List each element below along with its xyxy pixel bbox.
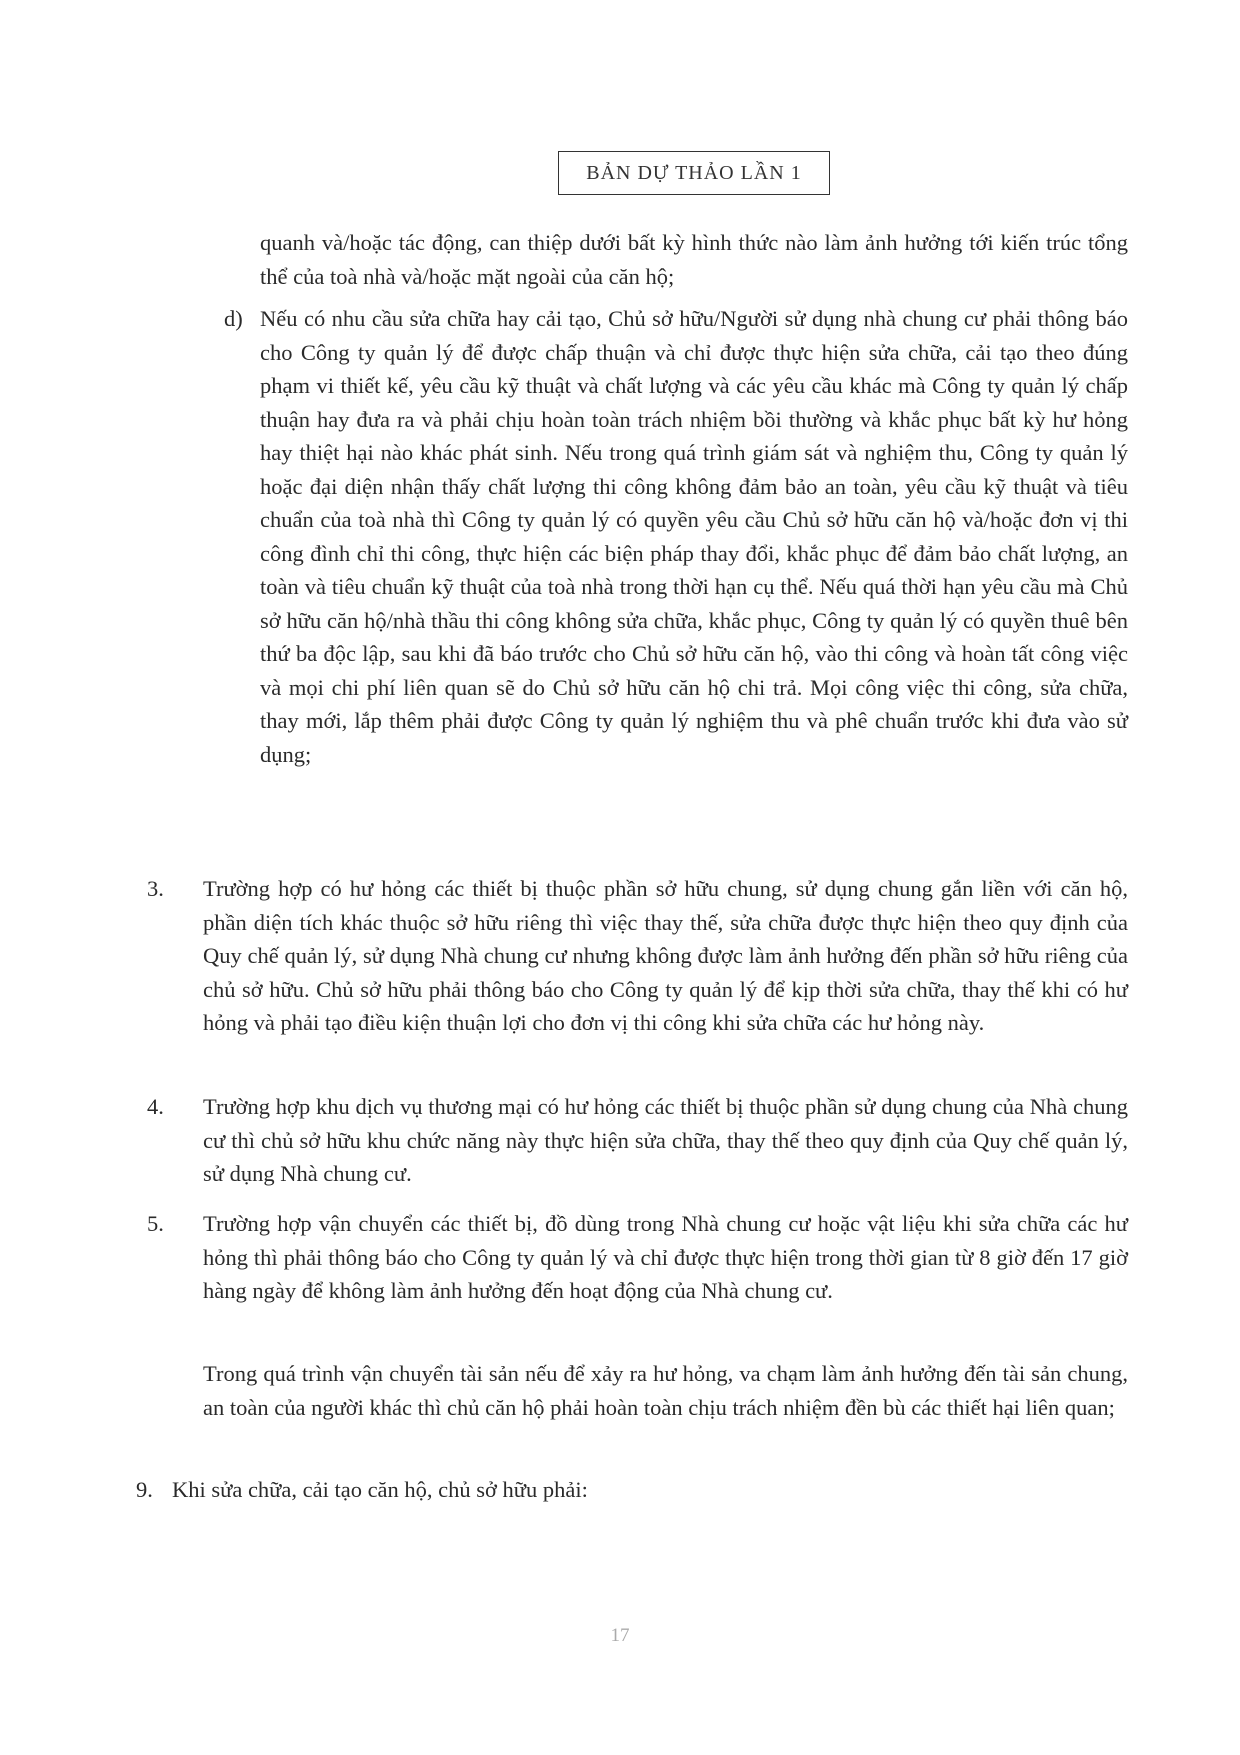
item-d-label: d): [224, 306, 243, 331]
item-9-text: Khi sửa chữa, cải tạo căn hộ, chủ sở hữu phải:: [172, 1477, 588, 1502]
item-5-label: 5.: [147, 1211, 164, 1236]
item-d-text: Nếu có nhu cầu sửa chữa hay cải tạo, Chủ sở hữu/Người sử dụng nhà chung cư phải thông báo cho Công ty quản lý để được chấp thuận và chỉ được thực hiện sửa chữa, cải tạo theo đúng phạm vi thiết kế, yêu cầu kỹ thuật và chất lượng và các yêu cầu khác mà Công ty quản lý chấp thuận hay đưa ra và phải chịu hoàn toàn trách nhiệm bồi thường và khắc phục bất kỳ hư hỏng hay thiệt hại nào khác phát sinh. Nếu trong quá trình giám sát và nghiệm thu, Công ty quản lý hoặc đại diện nhận thấy chất lượng thi công không đảm bảo an toàn, yêu cầu kỹ thuật và tiêu chuẩn của toà nhà thì Công ty quản lý có quyền yêu cầu Chủ sở hữu căn hộ và/hoặc đơn vị thi công đình chỉ thi công, thực hiện các biện pháp thay đổi, khắc phục để đảm bảo chất lượng, an toàn và tiêu chuẩn kỹ thuật của toà nhà trong thời hạn cụ thể. Nếu quá thời hạn yêu cầu mà Chủ sở hữu căn hộ/nhà thầu thi công không sửa chữa, khắc phục, Công ty quản lý có quyền thuê bên thứ ba độc lập, sau khi đã báo trước cho Chủ sở hữu căn hộ, vào thi công và hoàn tất công việc và mọi chi phí liên quan sẽ do Chủ sở hữu căn hộ chi trả. Mọi công việc thi công, sửa chữa, thay mới, lắp thêm phải được Công ty quản lý nghiệm thu và phê chuẩn trước khi đưa vào sử dụng;: [260, 306, 1128, 767]
item-4-text: Trường hợp khu dịch vụ thương mại có hư hỏng các thiết bị thuộc phần sử dụng chung của Nhà chung cư thì chủ sở hữu khu chức năng này thực hiện sửa chữa, thay thế theo quy định của Quy chế quản lý, sử dụng Nhà chung cư.: [203, 1094, 1128, 1186]
item-9-label: 9.: [136, 1477, 153, 1502]
page-number: 17: [610, 1625, 630, 1646]
item-3-text: Trường hợp có hư hỏng các thiết bị thuộc phần sở hữu chung, sử dụng chung gắn liền với căn hộ, phần diện tích khác thuộc sở hữu riêng thì việc thay thế, sửa chữa được thực hiện theo quy định của Quy chế quản lý, sử dụng Nhà chung cư nhưng không được làm ảnh hưởng đến phần sở hữu riêng của chủ sở hữu. Chủ sở hữu phải thông báo cho Công ty quản lý để kịp thời sửa chữa, thay thế khi có hư hỏng và phải tạo điều kiện thuận lợi cho đơn vị thi công khi sửa chữa các hư hỏng này.: [203, 876, 1128, 1035]
continued-paragraph: quanh và/hoặc tác động, can thiệp dưới bất kỳ hình thức nào làm ảnh hưởng tới kiến trúc tổng thể của toà nhà và/hoặc mặt ngoài của căn hộ;: [260, 230, 1128, 289]
item-4-label: 4.: [147, 1094, 164, 1119]
draft-stamp: BẢN DỰ THẢO LẦN 1: [558, 151, 830, 195]
item-5-continuation: Trong quá trình vận chuyển tài sản nếu để xảy ra hư hỏng, va chạm làm ảnh hưởng đến tài sản chung, an toàn của người khác thì chủ căn hộ phải hoàn toàn chịu trách nhiệm đền bù các thiết hại liên quan;: [203, 1361, 1128, 1420]
item-5-text: Trường hợp vận chuyển các thiết bị, đồ dùng trong Nhà chung cư hoặc vật liệu khi sửa chữa các hư hỏng thì phải thông báo cho Công ty quản lý và chỉ được thực hiện trong thời gian từ 8 giờ đến 17 giờ hàng ngày để không làm ảnh hưởng đến hoạt động của Nhà chung cư.: [203, 1211, 1128, 1303]
item-3-label: 3.: [147, 876, 164, 901]
